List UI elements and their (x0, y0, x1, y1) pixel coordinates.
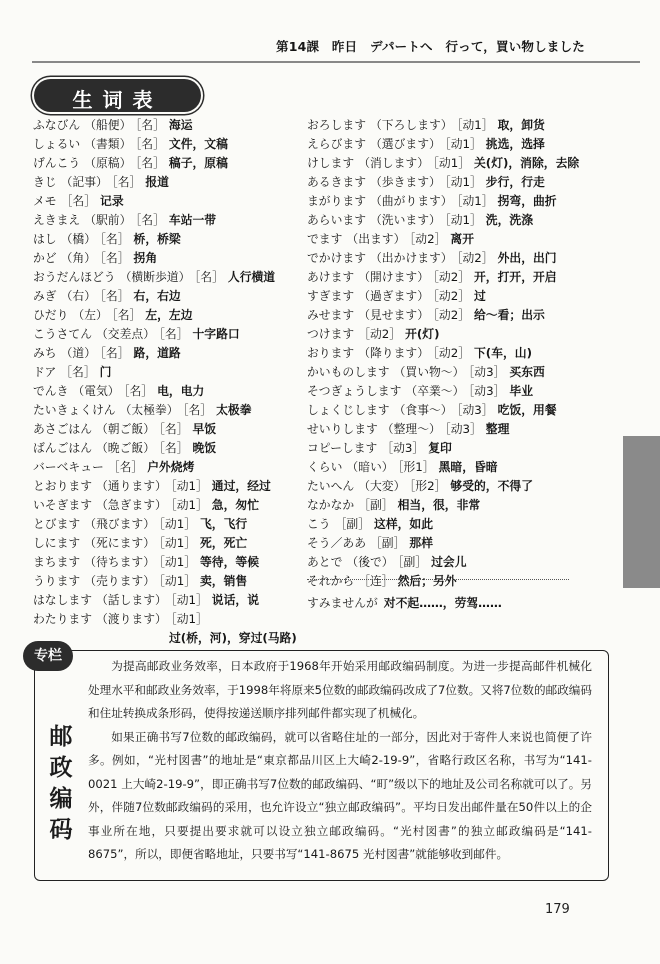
vocab-entry (307, 306, 597, 325)
vocab-pos: ［名］ (135, 118, 165, 132)
vocab-pos: ［名］ (182, 403, 213, 417)
vocab-reading: すぎます (307, 289, 355, 303)
vocab-pos: ［动1］ (456, 118, 494, 132)
vocab-reading: わたります (33, 612, 92, 626)
vocab-kanji: （書類） (84, 137, 132, 151)
vocab-kanji: （通ります） (96, 479, 167, 493)
vocab-pos: ［动1］ (159, 536, 196, 550)
vocab-entry (307, 268, 597, 287)
vocab-pos: ［动2］ (358, 327, 402, 341)
vocab-pos: ［名］ (60, 194, 97, 208)
vocab-reading: ドア (33, 365, 57, 379)
vocab-gloss: 桥，桥梁 (133, 232, 181, 246)
vocab-reading: げんこう (33, 156, 81, 170)
vocab-reading: メモ (33, 194, 57, 208)
vocab-pos: ［副］ (397, 555, 428, 569)
vocab-kanji: （電気） (72, 384, 120, 398)
vocab-kanji: （後で） (346, 555, 394, 569)
vocab-entry (307, 572, 597, 591)
vocab-reading: あらいます (307, 213, 366, 227)
vocab-reading: そう／ああ (307, 536, 366, 550)
vocab-pos: ［连］ (358, 574, 394, 588)
vocab-entry (307, 287, 597, 306)
vocab-pos: ［动2］ (433, 346, 470, 360)
vocab-pos: ［动1］ (159, 555, 196, 569)
vocab-gloss: 文件，文稿 (168, 137, 228, 151)
vocab-pos: ［动1］ (433, 156, 470, 170)
vocab-reading: そつぎょうします (307, 384, 402, 398)
vocab-pos: ［动3］ (456, 403, 494, 417)
vocab-kanji: （待ちます） (84, 555, 155, 569)
vocab-gloss: 电，电力 (157, 384, 205, 398)
vocab-reading: しにます (33, 536, 81, 550)
vocab-gloss: 这样，如此 (374, 517, 434, 531)
vocab-entry (33, 211, 313, 230)
vocab-kanji: （洗います） (370, 213, 441, 227)
vocab-gloss: 拐角 (133, 251, 158, 265)
vocab-reading: あけます (307, 270, 355, 284)
vocab-entry (33, 325, 313, 344)
vocab-kanji: （開けます） (358, 270, 429, 284)
vocab-pos: ［动3］ (444, 422, 482, 436)
vocab-entry (307, 344, 597, 363)
vocab-kanji: （曲がります） (370, 194, 453, 208)
vocab-entry (33, 401, 313, 420)
vocab-gloss: 够受的，不得了 (450, 479, 533, 493)
vocab-entry (33, 344, 313, 363)
vocab-kanji: （船便） (84, 118, 132, 132)
vocab-reading: えきまえ (33, 213, 81, 227)
vocab-kanji: （整理～） (381, 422, 441, 436)
vocab-reading: いそぎます (33, 498, 92, 512)
vocab-pos: ［动2］ (456, 251, 494, 265)
vocab-reading: ふなびん (33, 118, 81, 132)
column-text (88, 655, 592, 867)
vocab-reading: えらびます (307, 137, 366, 151)
vocab-entry (307, 534, 597, 553)
vocab-entry (33, 515, 313, 534)
vocab-kanji: （急ぎます） (96, 498, 167, 512)
vocab-gloss: 太极拳 (216, 403, 252, 417)
vocab-pos: ［形1］ (397, 460, 435, 474)
vocab-pos: ［动1］ (444, 175, 482, 189)
vocab-gloss: 记录 (100, 194, 124, 208)
vocab-kanji: （見せます） (358, 308, 429, 322)
vocab-pos: ［形2］ (409, 479, 447, 493)
vocab-gloss: 相当，很，非常 (397, 498, 481, 512)
vocab-entry (33, 534, 313, 553)
vocab-entry (33, 192, 313, 211)
vocab-gloss: 整理 (485, 422, 510, 436)
vocab-gloss: 早饭 (192, 422, 217, 436)
vocab-kanji: （過ぎます） (358, 289, 429, 303)
vocab-kanji: （卒業～） (405, 384, 465, 398)
vocab-gloss: 然后；另外 (397, 574, 457, 588)
vocab-kanji: （降ります） (358, 346, 429, 360)
vocab-kanji: （出かけます） (370, 251, 453, 265)
vocab-entry (33, 287, 313, 306)
header-rule (32, 61, 640, 63)
vocab-entry (33, 230, 313, 249)
vocab-reading: はなします (33, 593, 92, 607)
vocab-kanji: （下ろします） (370, 118, 453, 132)
vocab-entry (33, 306, 313, 325)
vocab-entry (33, 439, 313, 458)
vocab-entry (33, 154, 313, 173)
vocab-gloss: 外出，出门 (497, 251, 557, 265)
vocab-reading: たいへん (307, 479, 355, 493)
vocab-gloss: 路，道路 (133, 346, 181, 360)
vocab-reading: みち (33, 346, 57, 360)
vocab-reading: とおります (33, 479, 92, 493)
vocab-reading: つけます (307, 327, 355, 341)
vocab-pos: ［名］ (100, 232, 130, 246)
vocab-kanji: （横断歩道） (119, 270, 191, 284)
vocab-kanji: （記事） (60, 175, 108, 189)
vocab-kanji: （左） (72, 308, 108, 322)
vocab-entry (307, 515, 597, 534)
extra-gloss: 对不起……，劳驾…… (383, 596, 502, 610)
vocab-reading: はし (33, 232, 57, 246)
vocab-entry (307, 420, 597, 439)
vocab-extra-entry (307, 594, 502, 611)
vocab-gloss: 通过，经过 (211, 479, 271, 493)
vocab-reading: バーベキュー (33, 460, 104, 474)
vocab-gloss: 开，打开，开启 (474, 270, 557, 284)
vocab-reading: こう (307, 517, 331, 531)
vocab-kanji: （駅前） (84, 213, 132, 227)
vocab-entry (307, 192, 597, 211)
vocab-gloss: 左，左边 (145, 308, 193, 322)
vocab-reading: なかなか (307, 498, 355, 512)
vocab-pos: ［名］ (100, 251, 130, 265)
vocab-pos: ［名］ (135, 213, 165, 227)
dotted-separator (307, 579, 569, 580)
vocab-reading: こうさてん (33, 327, 92, 341)
vocab-pos: ［名］ (111, 175, 142, 189)
column-badge: 专栏 (23, 641, 73, 671)
column-vertical-title (41, 722, 81, 846)
vocab-pos: ［名］ (159, 327, 189, 341)
vocab-reading: でんき (33, 384, 69, 398)
vocab-gloss: 说话，说 (211, 593, 259, 607)
vocab-pos: ［名］ (100, 346, 130, 360)
vocab-kanji: （交差点） (96, 327, 155, 341)
vocab-gloss: 给～看；出示 (474, 308, 545, 322)
vocab-gloss: 关(灯)，消除，去除 (474, 156, 580, 170)
vocab-entry (33, 135, 313, 154)
column-paragraph: 如果正确书写7位数的邮政编码，就可以省略住址的一部分，因此对于寄件人来说也简便了许多。例如，“光村図書”的地址是“東京都品川区上大崎2-19-9”，省略行政区名称，书写为“141-0021 上大崎2-19-9”，即正确书写7位数的邮政编码、“町”级以下的地址及公司名称就可以了。另外，伴随7位数邮政编码的采用，也允许设立“独立邮政编码”。平均日发出邮件量在50件以上的企事业所在地，只要提出要求就可以设立独立邮政编码。“光村図書”的独立邮政编码是“141-8675”，所以，即便省略地址，只要书写“141-8675 光村図書”就能够收到邮件。 (88, 729, 592, 861)
vocab-entry (307, 249, 597, 268)
vocab-entry (307, 230, 597, 249)
vocab-reading: たいきょくけん (33, 403, 116, 417)
vocab-kanji: （原稿） (84, 156, 132, 170)
vocab-gloss: 挑选，选择 (485, 137, 545, 151)
vocab-kanji: （晩ご飯） (96, 441, 155, 455)
vocab-gloss: 飞，飞行 (200, 517, 248, 531)
vocab-reading: とびます (33, 517, 81, 531)
vocab-entry (307, 173, 597, 192)
column-title-char: 邮 (49, 724, 73, 750)
vocab-reading: みぎ (33, 289, 57, 303)
vocab-column-right (307, 116, 597, 591)
vocab-reading: でかけます (307, 251, 366, 265)
vocab-reading: あさごはん (33, 422, 92, 436)
vocab-pos: ［名］ (135, 137, 165, 151)
vocab-entry (33, 363, 313, 382)
vocab-pos: ［副］ (370, 536, 406, 550)
vocab-entry (33, 610, 313, 629)
vocab-title: 生词表 (72, 88, 163, 112)
vocab-reading: あとで (307, 555, 343, 569)
vocab-entry (307, 211, 597, 230)
vocab-pos: ［动2］ (433, 289, 470, 303)
vocab-entry (33, 116, 313, 135)
vocab-pos: ［动3］ (468, 365, 506, 379)
vocab-entry (33, 268, 313, 287)
vocab-reading: しょるい (33, 137, 81, 151)
vocab-entry (33, 572, 313, 591)
vocab-pos: ［动1］ (170, 479, 208, 493)
vocab-kanji: （橋） (60, 232, 97, 246)
vocab-reading: ひだり (33, 308, 69, 322)
vocab-pos: ［动1］ (170, 498, 208, 512)
vocab-gloss: 门 (99, 365, 112, 379)
vocab-gloss: 户外烧烤 (147, 460, 195, 474)
vocab-pos: ［动2］ (409, 232, 447, 246)
vocab-kanji: （話します） (96, 593, 167, 607)
vocab-entry (307, 116, 597, 135)
vocab-entry (307, 401, 597, 420)
vocab-gloss: 稿子，原稿 (168, 156, 228, 170)
vocab-kanji: （買い物～） (393, 365, 465, 379)
vocab-pos: ［动2］ (433, 270, 470, 284)
vocab-pos: ［动1］ (159, 517, 196, 531)
vocab-pos: ［名］ (123, 384, 154, 398)
column-title-char: 编 (49, 786, 73, 812)
vocab-gloss: 过 (474, 289, 486, 303)
vocab-pos: ［动1］ (456, 194, 494, 208)
vocab-title-box (34, 79, 201, 112)
vocab-kanji: （消します） (358, 156, 429, 170)
vocab-pos: ［名］ (60, 365, 96, 379)
vocab-reading: おうだんほどう (33, 270, 116, 284)
vocab-pos: ［动1］ (444, 137, 482, 151)
vocab-gloss: 复印 (428, 441, 452, 455)
vocab-entry (33, 629, 313, 648)
vocab-pos: ［名］ (107, 460, 144, 474)
vocab-reading: まがります (307, 194, 366, 208)
vocab-kanji: （死にます） (84, 536, 155, 550)
vocab-kanji: （右） (60, 289, 97, 303)
vocab-kanji: （出ます） (346, 232, 406, 246)
vocab-entry (33, 173, 313, 192)
vocab-pos: ［副］ (358, 498, 394, 512)
vocab-kanji: （角） (60, 251, 97, 265)
vocab-pos: ［动1］ (170, 612, 208, 626)
vocab-gloss: 急，匆忙 (211, 498, 259, 512)
vocab-kanji: （道） (60, 346, 97, 360)
vocab-reading: くらい (307, 460, 343, 474)
vocab-pos: ［名］ (194, 270, 224, 284)
column-paragraph: 为提高邮政业务效率，日本政府于1968年开始采用邮政编码制度。为进一步提高邮件机械化处理水平和邮政业务效率，于1998年将原来5位数的邮政编码改成了7位数。又将7位数的邮政编码和住址转换成条形码，使得按递送顺序排列邮件都实现了机械化。 (88, 659, 592, 720)
vocab-entry (33, 249, 313, 268)
vocab-kanji: （売ります） (84, 574, 155, 588)
vocab-entry (33, 382, 313, 401)
vocab-gloss: 洗，洗涤 (485, 213, 533, 227)
vocab-reading: しょくじします (307, 403, 390, 417)
vocab-entry (33, 420, 313, 439)
vocab-pos: ［动3］ (381, 441, 425, 455)
vocab-kanji: （飛びます） (84, 517, 155, 531)
vocab-pos: ［动3］ (468, 384, 506, 398)
vocab-gloss: 车站一带 (168, 213, 217, 227)
vocab-reading: きじ (33, 175, 57, 189)
vocab-gloss: 人行横道 (227, 270, 276, 284)
vocab-entry (307, 477, 597, 496)
vocab-entry (307, 135, 597, 154)
running-header: 第14課 昨日 デパートへ 行って，買い物しました (276, 39, 585, 54)
vocab-kanji: （食事～） (393, 403, 453, 417)
thumb-index-tab (623, 436, 660, 588)
vocab-entry (307, 363, 597, 382)
vocab-gloss: 卖，销售 (200, 574, 248, 588)
vocab-pos: ［名］ (111, 308, 142, 322)
vocab-gloss: 取，卸货 (497, 118, 545, 132)
vocab-gloss: 下(车，山) (474, 346, 532, 360)
vocab-column-left (33, 116, 313, 648)
vocab-entry (307, 553, 597, 572)
vocab-reading: うります (33, 574, 81, 588)
vocab-entry (33, 477, 313, 496)
vocab-pos: ［名］ (159, 441, 189, 455)
vocab-kanji: （朝ご飯） (96, 422, 155, 436)
vocab-gloss: 过(桥，河)，穿过(马路) (169, 631, 297, 645)
vocab-gloss: 那样 (409, 536, 434, 550)
vocab-pos: ［名］ (100, 289, 130, 303)
vocab-pos: ［副］ (334, 517, 371, 531)
vocab-entry (33, 591, 313, 610)
vocab-kanji: （選びます） (370, 137, 441, 151)
vocab-gloss: 海运 (168, 118, 193, 132)
vocab-gloss: 离开 (450, 232, 475, 246)
vocab-gloss: 黑暗，昏暗 (438, 460, 498, 474)
vocab-entry (307, 154, 597, 173)
vocab-reading: でます (307, 232, 343, 246)
vocab-reading: おります (307, 346, 355, 360)
vocab-gloss: 步行，行走 (485, 175, 545, 189)
vocab-pos: ［动1］ (170, 593, 208, 607)
vocab-reading: まちます (33, 555, 81, 569)
vocab-reading: かいものします (307, 365, 390, 379)
vocab-gloss: 开(灯) (405, 327, 440, 341)
vocab-gloss: 十字路口 (192, 327, 240, 341)
vocab-gloss: 毕业 (509, 384, 533, 398)
vocab-reading: みせます (307, 308, 355, 322)
column-title-char: 码 (49, 817, 73, 843)
vocab-gloss: 报道 (145, 175, 169, 189)
vocab-entry (33, 496, 313, 515)
extra-reading: すみませんが (307, 596, 378, 610)
vocab-reading: コピーします (307, 441, 378, 455)
vocab-gloss: 右，右边 (133, 289, 181, 303)
vocab-reading: おろします (307, 118, 366, 132)
vocab-pos: ［名］ (159, 422, 189, 436)
vocab-gloss: 吃饭，用餐 (497, 403, 557, 417)
vocab-pos: ［动1］ (444, 213, 482, 227)
page-number: 179 (545, 902, 570, 917)
vocab-entry (307, 439, 597, 458)
vocab-gloss: 买东西 (509, 365, 545, 379)
vocab-reading: せいりします (307, 422, 378, 436)
vocab-gloss: 等待，等候 (200, 555, 259, 569)
vocab-entry (33, 458, 313, 477)
vocab-pos: ［名］ (135, 156, 165, 170)
vocab-gloss: 拐弯，曲折 (497, 194, 557, 208)
vocab-pos: ［动2］ (433, 308, 470, 322)
vocab-gloss: 晚饭 (192, 441, 217, 455)
vocab-reading: けします (307, 156, 355, 170)
vocab-reading: ばんごはん (33, 441, 92, 455)
vocab-reading: あるきます (307, 175, 366, 189)
vocab-kanji: （渡ります） (96, 612, 167, 626)
vocab-gloss: 死，死亡 (200, 536, 248, 550)
vocab-kanji: （大変） (358, 479, 406, 493)
vocab-reading: それから (307, 574, 355, 588)
vocab-entry (33, 553, 313, 572)
vocab-reading: かど (33, 251, 57, 265)
vocab-entry (307, 496, 597, 515)
vocab-gloss: 过会儿 (431, 555, 467, 569)
vocab-kanji: （歩きます） (370, 175, 441, 189)
vocab-entry (307, 382, 597, 401)
vocab-kanji: （太極拳） (119, 403, 179, 417)
vocab-entry (307, 458, 597, 477)
vocab-entry (307, 325, 597, 344)
vocab-pos: ［动1］ (159, 574, 196, 588)
column-title-char: 政 (49, 755, 73, 781)
vocab-kanji: （暗い） (346, 460, 394, 474)
